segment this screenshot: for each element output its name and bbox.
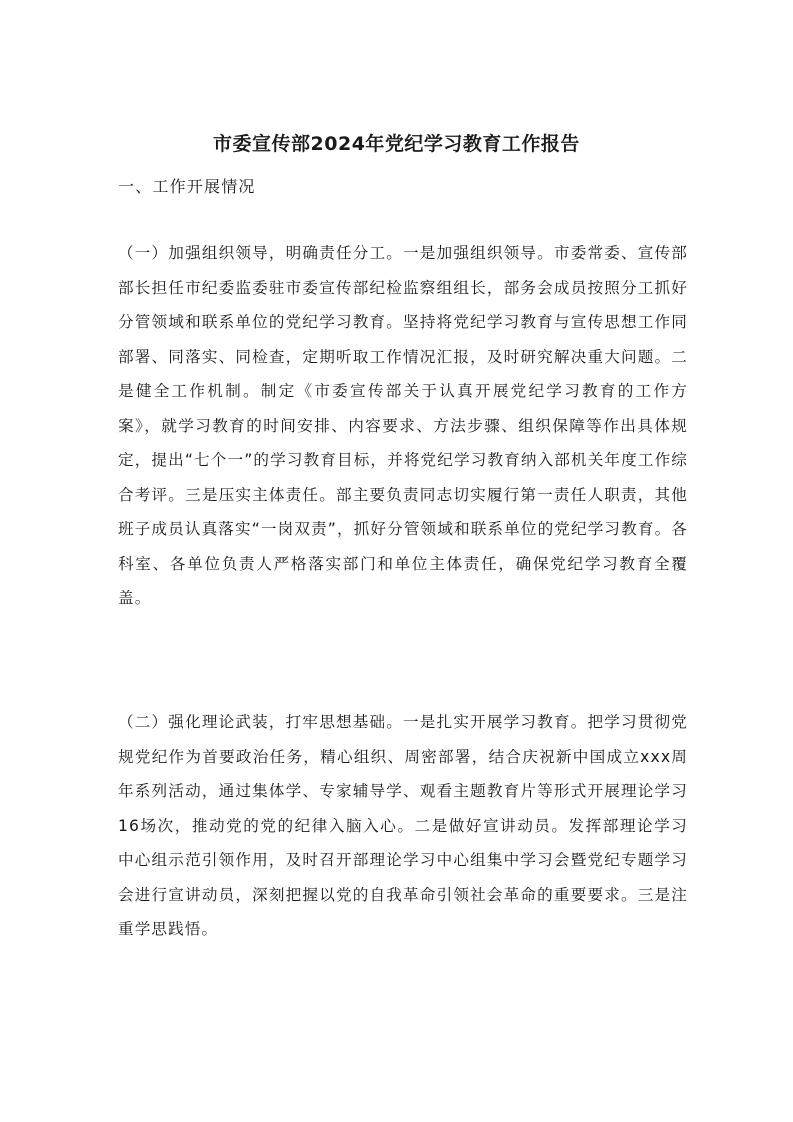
paragraph-1: （一）加强组织领导，明确责任分工。一是加强组织领导。市委常委、宣传部部长担任市纪委监委驻市委宣传部纪检监察组组长，部务会成员按照分工抓好分管领域和联系单位的党纪学习教育。坚持将党纪学习教育与宣传思想工作同部署、同落实、同检查，定期听取工作情况汇报，及时研究解决重大问题。二是健全工作机制。制定《市委宣传部关于认真开展党纪学习教育的工作方案》，就学习教育的时间安排、内容要求、方法步骤、组织保障等作出具体规定，提出“七个一”的学习教育目标，并将党纪学习教育纳入部机关年度工作综合考评。三是压实主体责任。部主要负责同志切实履行第一责任人职责，其他班子成员认真落实“一岗双责”，抓好分管领域和联系单位的党纪学习教育。各科室、各单位负责人严格落实部门和单位主体责任，确保党纪学习教育全覆盖。 xyxy=(118,244,688,607)
section-heading: 一、工作开展情况 xyxy=(118,177,256,196)
document-title: 市委宣传部2024年党纪学习教育工作报告 xyxy=(213,133,580,155)
paragraph-2: （二）强化理论武装，打牢思想基础。一是扎实开展学习教育。把学习贯彻党规党纪作为首要政治任务，精心组织、周密部署，结合庆祝新中国成立xxx周年系列活动，通过集体学、专家辅导学、观看主题教育片等形式开展理论学习16场次，推动党的党的纪律入脑入心。二是做好宣讲动员。发挥部理论学习中心组示范引领作用，及时召开部理论学习中心组集中学习会暨党纪专题学习会进行宣讲动员，深刻把握以党的自我革命引领社会革命的重要要求。三是注重学思践悟。 xyxy=(118,713,688,938)
